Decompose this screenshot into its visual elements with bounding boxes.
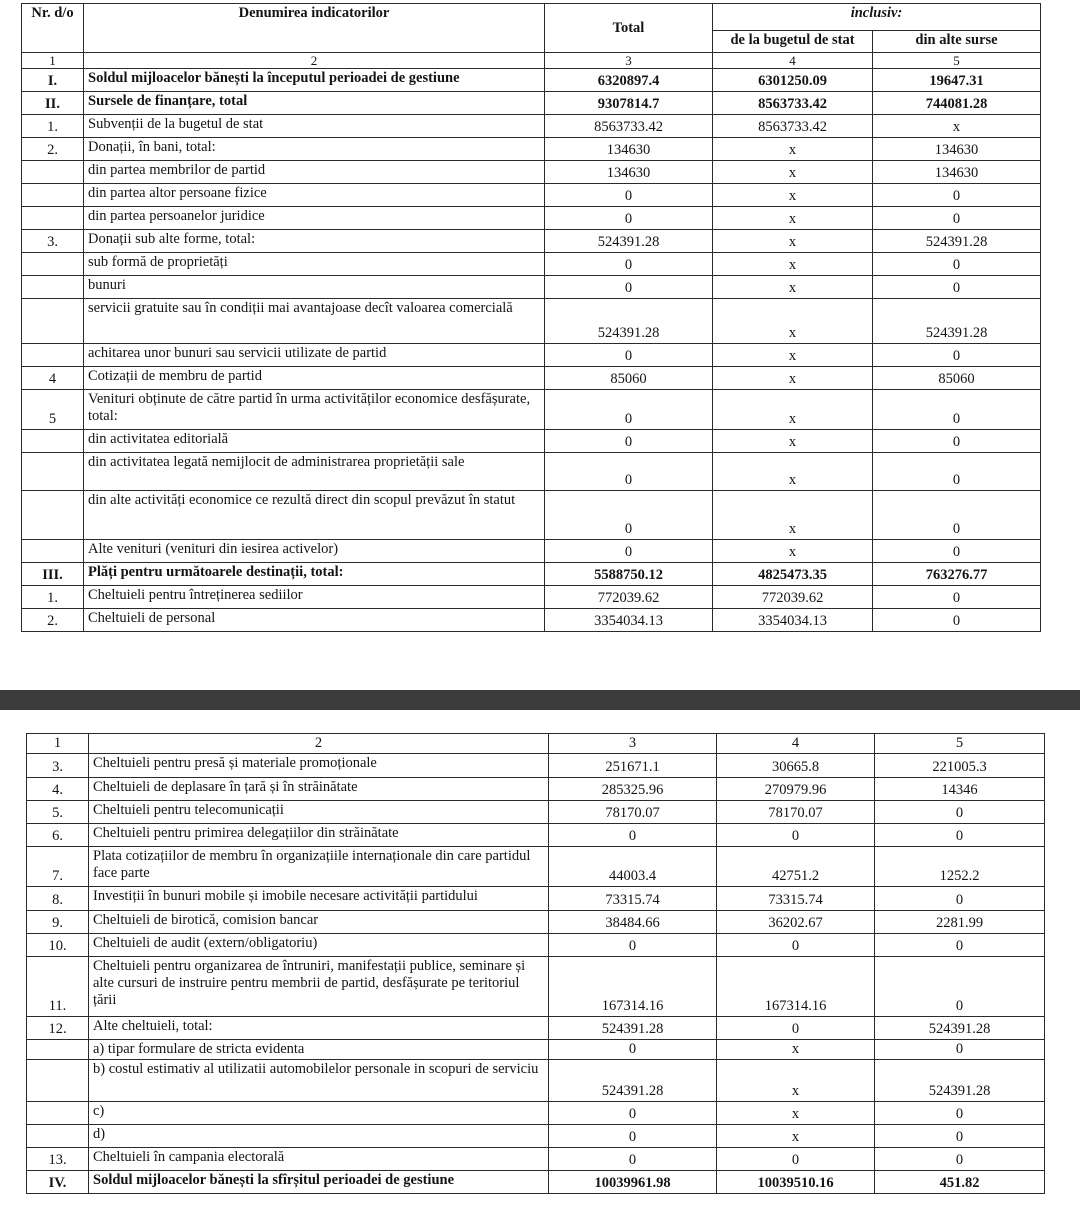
colnum-2: 2 <box>84 53 545 69</box>
row-total: 0 <box>545 276 713 299</box>
row-buget: 36202.67 <box>717 911 875 934</box>
row-label: Donații sub alte forme, total: <box>84 230 545 253</box>
row-buget: x <box>717 1040 875 1060</box>
row-buget: x <box>713 367 873 390</box>
row-buget: x <box>717 1125 875 1148</box>
header-row <box>22 4 1041 31</box>
row-total: 85060 <box>545 367 713 390</box>
row-label: Plăți pentru următoarele destinații, total: <box>84 563 545 586</box>
row-number: 5 <box>22 390 84 430</box>
row-label: a) tipar formulare de stricta evidenta <box>89 1040 549 1060</box>
column-number-row <box>27 734 1045 754</box>
row-label: din partea persoanelor juridice <box>84 207 545 230</box>
row-total: 0 <box>545 390 713 430</box>
row-number <box>22 540 84 563</box>
row-total: 44003.4 <box>549 847 717 887</box>
row-label: Soldul mijloacelor bănești la sfîrșitul perioadei de gestiune <box>89 1171 549 1194</box>
row-total: 5588750.12 <box>545 563 713 586</box>
row-label: Sursele de finanțare, total <box>84 92 545 115</box>
table-row <box>22 586 1041 609</box>
row-number <box>22 276 84 299</box>
row-label: Alte venituri (venituri din iesirea activelor) <box>84 540 545 563</box>
row-total: 0 <box>545 207 713 230</box>
row-total: 285325.96 <box>549 778 717 801</box>
header-alte: din alte surse <box>873 31 1041 53</box>
row-total: 134630 <box>545 138 713 161</box>
row-label: Venituri obținute de către partid în urma activităților economice desfășurate, total: <box>84 390 545 430</box>
table-row <box>22 563 1041 586</box>
table-row <box>22 138 1041 161</box>
table-row <box>27 824 1045 847</box>
row-number: III. <box>22 563 84 586</box>
row-buget: x <box>713 253 873 276</box>
row-buget: x <box>713 230 873 253</box>
row-buget: x <box>713 390 873 430</box>
table-row <box>27 934 1045 957</box>
header-inclusiv: inclusiv: <box>713 4 1041 31</box>
row-number: IV. <box>27 1171 89 1194</box>
row-label: din alte activități economice ce rezultă direct din scopul prevăzut în statut <box>84 491 545 540</box>
colnum-3: 3 <box>549 734 717 754</box>
row-alte: 0 <box>873 540 1041 563</box>
row-alte: 0 <box>873 430 1041 453</box>
row-buget: 73315.74 <box>717 887 875 911</box>
row-buget: 30665.8 <box>717 754 875 778</box>
table-row <box>22 390 1041 430</box>
row-label: Cheltuieli pentru primirea delegațiilor din străinătate <box>89 824 549 847</box>
row-number: 12. <box>27 1017 89 1040</box>
row-buget: 270979.96 <box>717 778 875 801</box>
row-alte: 0 <box>873 276 1041 299</box>
row-number: 1. <box>22 115 84 138</box>
colnum-5: 5 <box>875 734 1045 754</box>
row-total: 167314.16 <box>549 957 717 1017</box>
row-alte: 524391.28 <box>875 1017 1045 1040</box>
row-label: din partea altor persoane fizice <box>84 184 545 207</box>
row-total: 9307814.7 <box>545 92 713 115</box>
row-alte: 0 <box>873 586 1041 609</box>
page-divider <box>0 690 1080 710</box>
financial-report-table-page-1 <box>21 3 1041 632</box>
row-buget: x <box>713 453 873 491</box>
row-total: 0 <box>549 1125 717 1148</box>
row-alte: 0 <box>873 453 1041 491</box>
row-buget: x <box>713 276 873 299</box>
row-buget: x <box>713 491 873 540</box>
row-label: b) costul estimativ al utilizatii automobilelor personale in scopuri de serviciu <box>89 1060 549 1102</box>
row-total: 0 <box>545 184 713 207</box>
table-row <box>22 276 1041 299</box>
row-number <box>22 161 84 184</box>
table-row <box>22 230 1041 253</box>
row-number <box>22 344 84 367</box>
row-total: 0 <box>545 540 713 563</box>
table-row <box>27 1040 1045 1060</box>
row-number: 3. <box>22 230 84 253</box>
row-alte: x <box>873 115 1041 138</box>
row-label: Cheltuieli de audit (extern/obligatoriu) <box>89 934 549 957</box>
row-total: 0 <box>549 824 717 847</box>
column-number-row <box>22 53 1041 69</box>
row-buget: x <box>713 299 873 344</box>
colnum-5: 5 <box>873 53 1041 69</box>
row-total: 0 <box>549 1040 717 1060</box>
table-row <box>27 1148 1045 1171</box>
row-label: d) <box>89 1125 549 1148</box>
row-buget: x <box>713 430 873 453</box>
row-number: 3. <box>27 754 89 778</box>
row-number: 13. <box>27 1148 89 1171</box>
header-denumire: Denumirea indicatorilor <box>84 4 545 53</box>
row-alte: 0 <box>873 253 1041 276</box>
row-total: 6320897.4 <box>545 69 713 92</box>
row-alte: 0 <box>875 824 1045 847</box>
row-alte: 0 <box>873 609 1041 632</box>
row-buget: 78170.07 <box>717 801 875 824</box>
colnum-2: 2 <box>89 734 549 754</box>
row-total: 73315.74 <box>549 887 717 911</box>
row-number: 8. <box>27 887 89 911</box>
table-row <box>27 778 1045 801</box>
table-row <box>27 1171 1045 1194</box>
row-buget: x <box>713 207 873 230</box>
row-label: Cheltuieli în campania electorală <box>89 1148 549 1171</box>
row-alte: 0 <box>875 1125 1045 1148</box>
table-row <box>22 540 1041 563</box>
row-number <box>27 1040 89 1060</box>
row-label: Cheltuieli pentru telecomunicații <box>89 801 549 824</box>
row-total: 524391.28 <box>549 1060 717 1102</box>
row-buget: 0 <box>717 824 875 847</box>
row-buget: 3354034.13 <box>713 609 873 632</box>
colnum-1: 1 <box>22 53 84 69</box>
row-buget: x <box>713 184 873 207</box>
row-alte: 85060 <box>873 367 1041 390</box>
row-number: 2. <box>22 138 84 161</box>
table-row <box>27 887 1045 911</box>
row-label: Alte cheltuieli, total: <box>89 1017 549 1040</box>
table-row <box>22 69 1041 92</box>
row-number: 5. <box>27 801 89 824</box>
row-number: II. <box>22 92 84 115</box>
row-number: 6. <box>27 824 89 847</box>
row-total: 524391.28 <box>549 1017 717 1040</box>
row-alte: 19647.31 <box>873 69 1041 92</box>
row-total: 0 <box>545 453 713 491</box>
table-row <box>22 161 1041 184</box>
table-row <box>22 253 1041 276</box>
table-row <box>22 184 1041 207</box>
row-label: Cheltuieli de personal <box>84 609 545 632</box>
row-number: 1. <box>22 586 84 609</box>
row-total: 0 <box>545 491 713 540</box>
row-label: din activitatea legată nemijlocit de administrarea proprietății sale <box>84 453 545 491</box>
table-row <box>27 1102 1045 1125</box>
table-row <box>27 1125 1045 1148</box>
row-total: 134630 <box>545 161 713 184</box>
row-alte: 0 <box>873 390 1041 430</box>
row-label: bunuri <box>84 276 545 299</box>
row-label: Plata cotizațiilor de membru în organizațiile internaționale din care partidul face parte <box>89 847 549 887</box>
row-buget: 772039.62 <box>713 586 873 609</box>
row-total: 524391.28 <box>545 299 713 344</box>
row-number: 2. <box>22 609 84 632</box>
row-number <box>27 1102 89 1125</box>
table-row <box>22 491 1041 540</box>
row-total: 8563733.42 <box>545 115 713 138</box>
page-gap <box>0 642 1080 690</box>
row-alte: 524391.28 <box>873 299 1041 344</box>
row-number: I. <box>22 69 84 92</box>
row-label: Cheltuieli pentru organizarea de întruniri, manifestații publice, seminare și alte cursuri de instruire pentru membrii de partid, desfășurate pe teritoriul țării <box>89 957 549 1017</box>
table-row <box>27 754 1045 778</box>
row-total: 3354034.13 <box>545 609 713 632</box>
header-total: Total <box>545 4 713 53</box>
row-alte: 14346 <box>875 778 1045 801</box>
header-buget: de la bugetul de stat <box>713 31 873 53</box>
table-row <box>27 1017 1045 1040</box>
table-row <box>22 430 1041 453</box>
row-total: 78170.07 <box>549 801 717 824</box>
row-buget: 8563733.42 <box>713 115 873 138</box>
row-alte: 0 <box>875 957 1045 1017</box>
row-alte: 0 <box>875 934 1045 957</box>
row-number: 10. <box>27 934 89 957</box>
row-alte: 0 <box>875 887 1045 911</box>
row-alte: 451.82 <box>875 1171 1045 1194</box>
row-number <box>27 1125 89 1148</box>
row-total: 0 <box>549 1102 717 1125</box>
row-number <box>27 1060 89 1102</box>
table-row <box>27 957 1045 1017</box>
row-label: din activitatea editorială <box>84 430 545 453</box>
row-total: 10039961.98 <box>549 1171 717 1194</box>
row-label: Donații, în bani, total: <box>84 138 545 161</box>
table-row <box>22 115 1041 138</box>
row-alte: 763276.77 <box>873 563 1041 586</box>
row-number <box>22 253 84 276</box>
table-row <box>27 1060 1045 1102</box>
row-number <box>22 453 84 491</box>
row-number <box>22 299 84 344</box>
row-buget: x <box>713 161 873 184</box>
row-alte: 0 <box>873 184 1041 207</box>
row-buget: x <box>713 540 873 563</box>
row-total: 251671.1 <box>549 754 717 778</box>
row-alte: 0 <box>873 207 1041 230</box>
row-alte: 134630 <box>873 161 1041 184</box>
table-row <box>22 609 1041 632</box>
financial-report-table-page-2 <box>26 733 1045 1194</box>
row-alte: 0 <box>873 344 1041 367</box>
table-row <box>27 911 1045 934</box>
row-total: 0 <box>545 253 713 276</box>
row-total: 38484.66 <box>549 911 717 934</box>
table-row <box>22 207 1041 230</box>
row-total: 772039.62 <box>545 586 713 609</box>
row-alte: 0 <box>875 1040 1045 1060</box>
row-label: Soldul mijloacelor bănești la începutul perioadei de gestiune <box>84 69 545 92</box>
row-total: 0 <box>545 344 713 367</box>
table-row <box>22 367 1041 390</box>
row-buget: 0 <box>717 1148 875 1171</box>
row-label: c) <box>89 1102 549 1125</box>
row-label: din partea membrilor de partid <box>84 161 545 184</box>
row-buget: x <box>717 1060 875 1102</box>
row-label: Cheltuieli de birotică, comision bancar <box>89 911 549 934</box>
row-number: 7. <box>27 847 89 887</box>
row-total: 0 <box>549 934 717 957</box>
row-number <box>22 430 84 453</box>
row-alte: 0 <box>875 1148 1045 1171</box>
row-total: 524391.28 <box>545 230 713 253</box>
row-number <box>22 184 84 207</box>
row-buget: x <box>717 1102 875 1125</box>
row-alte: 0 <box>875 1102 1045 1125</box>
table-row <box>27 847 1045 887</box>
row-buget: 8563733.42 <box>713 92 873 115</box>
row-number <box>22 207 84 230</box>
row-buget: x <box>713 344 873 367</box>
row-alte: 2281.99 <box>875 911 1045 934</box>
row-buget: 0 <box>717 934 875 957</box>
row-alte: 0 <box>873 491 1041 540</box>
header-nr: Nr. d/o <box>22 4 84 53</box>
row-buget: 6301250.09 <box>713 69 873 92</box>
table-row <box>22 453 1041 491</box>
row-label: Cotizații de membru de partid <box>84 367 545 390</box>
table-row <box>22 92 1041 115</box>
row-buget: 42751.2 <box>717 847 875 887</box>
row-alte: 221005.3 <box>875 754 1045 778</box>
row-number: 11. <box>27 957 89 1017</box>
row-alte: 524391.28 <box>875 1060 1045 1102</box>
row-buget: x <box>713 138 873 161</box>
row-label: Cheltuieli pentru presă și materiale promoționale <box>89 754 549 778</box>
row-label: Subvenții de la bugetul de stat <box>84 115 545 138</box>
row-alte: 1252.2 <box>875 847 1045 887</box>
table-row <box>22 344 1041 367</box>
colnum-1: 1 <box>27 734 89 754</box>
row-label: sub formă de proprietăți <box>84 253 545 276</box>
row-alte: 524391.28 <box>873 230 1041 253</box>
row-label: achitarea unor bunuri sau servicii utilizate de partid <box>84 344 545 367</box>
row-number: 9. <box>27 911 89 934</box>
row-buget: 0 <box>717 1017 875 1040</box>
row-alte: 0 <box>875 801 1045 824</box>
row-label: Cheltuieli pentru întreținerea sediilor <box>84 586 545 609</box>
row-buget: 4825473.35 <box>713 563 873 586</box>
row-number <box>22 491 84 540</box>
row-buget: 167314.16 <box>717 957 875 1017</box>
row-buget: 10039510.16 <box>717 1171 875 1194</box>
row-alte: 744081.28 <box>873 92 1041 115</box>
colnum-4: 4 <box>713 53 873 69</box>
row-total: 0 <box>545 430 713 453</box>
row-number: 4. <box>27 778 89 801</box>
row-total: 0 <box>549 1148 717 1171</box>
row-label: Cheltuieli de deplasare în țară și în străinătate <box>89 778 549 801</box>
table-row <box>27 801 1045 824</box>
colnum-4: 4 <box>717 734 875 754</box>
table-row <box>22 299 1041 344</box>
row-label: servicii gratuite sau în condiții mai avantajoase decît valoarea comercială <box>84 299 545 344</box>
row-alte: 134630 <box>873 138 1041 161</box>
row-label: Investiții în bunuri mobile și imobile necesare activității partidului <box>89 887 549 911</box>
row-number: 4 <box>22 367 84 390</box>
colnum-3: 3 <box>545 53 713 69</box>
